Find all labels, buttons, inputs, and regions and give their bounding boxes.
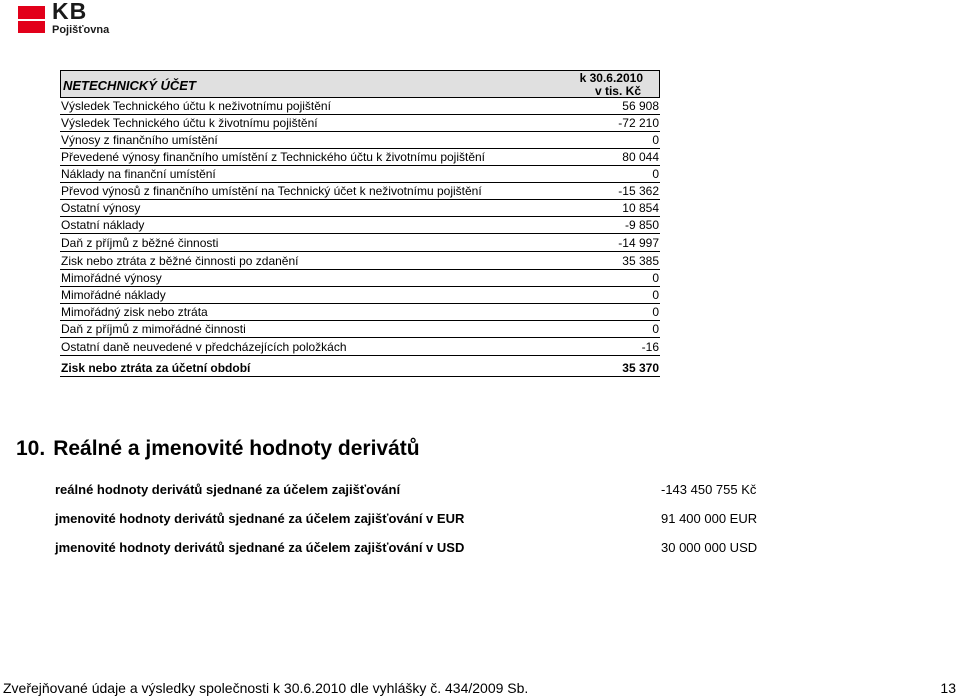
row-value: -16: [641, 340, 659, 354]
table-body: [60, 98, 660, 377]
table-row: [60, 338, 660, 356]
table-date: k 30.6.2010: [579, 71, 643, 85]
table-unit: v tis. Kč: [594, 84, 641, 98]
kb-pojistovna-logo: [18, 0, 136, 36]
table-row: [60, 287, 660, 304]
table-row: [60, 115, 660, 132]
table-row: [60, 132, 660, 149]
table-row: [60, 183, 660, 200]
table-row: [60, 217, 660, 234]
section-title: Reálné a jmenovité hodnoty derivátů: [53, 437, 420, 460]
row-value: 0: [652, 271, 659, 285]
derivative-value: 91 400 000 EUR: [661, 511, 758, 526]
derivative-label: reálné hodnoty derivátů sjednané za účelem zajišťování: [55, 482, 401, 497]
table-row: [60, 166, 660, 183]
logo-brand: KB: [52, 0, 88, 24]
row-value: 35 385: [622, 254, 659, 268]
row-value: 0: [652, 133, 659, 147]
logo-mark-icon: [18, 6, 45, 33]
row-value: 0: [652, 288, 659, 302]
row-value: 10 854: [622, 201, 659, 215]
row-label: Náklady na finanční umístění: [61, 167, 216, 181]
section-number: 10.: [16, 437, 46, 460]
row-value: 0: [652, 322, 659, 336]
row-label: Mimořádné náklady: [61, 288, 166, 302]
table-row: [60, 356, 660, 377]
table-row: [60, 321, 660, 338]
netechnicky-ucet-table: [60, 70, 660, 377]
table-row: [60, 270, 660, 287]
table-row: [60, 304, 660, 321]
logo-subtitle: Pojišťovna: [52, 24, 110, 36]
row-value: 80 044: [622, 150, 659, 164]
table-row: [60, 252, 660, 270]
footer-text: Zveřejňované údaje a výsledky společnosti k 30.6.2010 dle vyhlášky č. 434/2009 Sb.: [3, 680, 529, 696]
row-value: 0: [652, 305, 659, 319]
page-number: 13: [940, 680, 956, 696]
table-row: [60, 234, 660, 252]
derivative-label: jmenovité hodnoty derivátů sjednané za účelem zajišťování v USD: [55, 540, 465, 555]
row-label: Zisk nebo ztráta z běžné činnosti po zdanění: [61, 254, 299, 268]
row-label: Ostatní výnosy: [61, 201, 141, 215]
row-value: 35 370: [622, 361, 659, 375]
table-row: [60, 200, 660, 217]
row-label: Mimořádné výnosy: [61, 271, 162, 285]
row-label: Zisk nebo ztráta za účetní období: [61, 361, 251, 375]
row-value: 0: [652, 167, 659, 181]
row-value: -72 210: [618, 116, 659, 130]
table-row: [60, 149, 660, 166]
row-value: -14 997: [618, 236, 659, 250]
derivative-value: 30 000 000 USD: [661, 540, 758, 555]
row-label: Výnosy z finančního umístění: [61, 133, 218, 147]
row-label: Mimořádný zisk nebo ztráta: [61, 305, 208, 319]
row-value: -15 362: [618, 184, 659, 198]
derivative-value: -143 450 755 Kč: [661, 482, 757, 497]
row-label: Převedené výnosy finančního umístění z Technického účtu k životnímu pojištění: [61, 150, 486, 164]
section-heading: [16, 437, 420, 461]
row-value: 56 908: [622, 99, 659, 113]
row-label: Výsledek Technického účtu k neživotnímu pojištění: [61, 99, 331, 113]
table-header: [60, 70, 660, 98]
row-value: -9 850: [624, 218, 659, 232]
table-row: [60, 98, 660, 115]
row-label: Daň z příjmů z mimořádné činnosti: [61, 322, 246, 336]
row-label: Převod výnosů z finančního umístění na Technický účet k neživotnímu pojištění: [61, 184, 482, 198]
row-label: Daň z příjmů z běžné činnosti: [61, 236, 219, 250]
row-label: Výsledek Technického účtu k životnímu pojištění: [61, 116, 318, 130]
row-label: Ostatní daně neuvedené v předcházejících položkách: [61, 340, 347, 354]
derivative-label: jmenovité hodnoty derivátů sjednané za účelem zajišťování v EUR: [55, 511, 465, 526]
table-title: NETECHNICKÝ ÚČET: [63, 78, 196, 93]
row-label: Ostatní náklady: [61, 218, 145, 232]
